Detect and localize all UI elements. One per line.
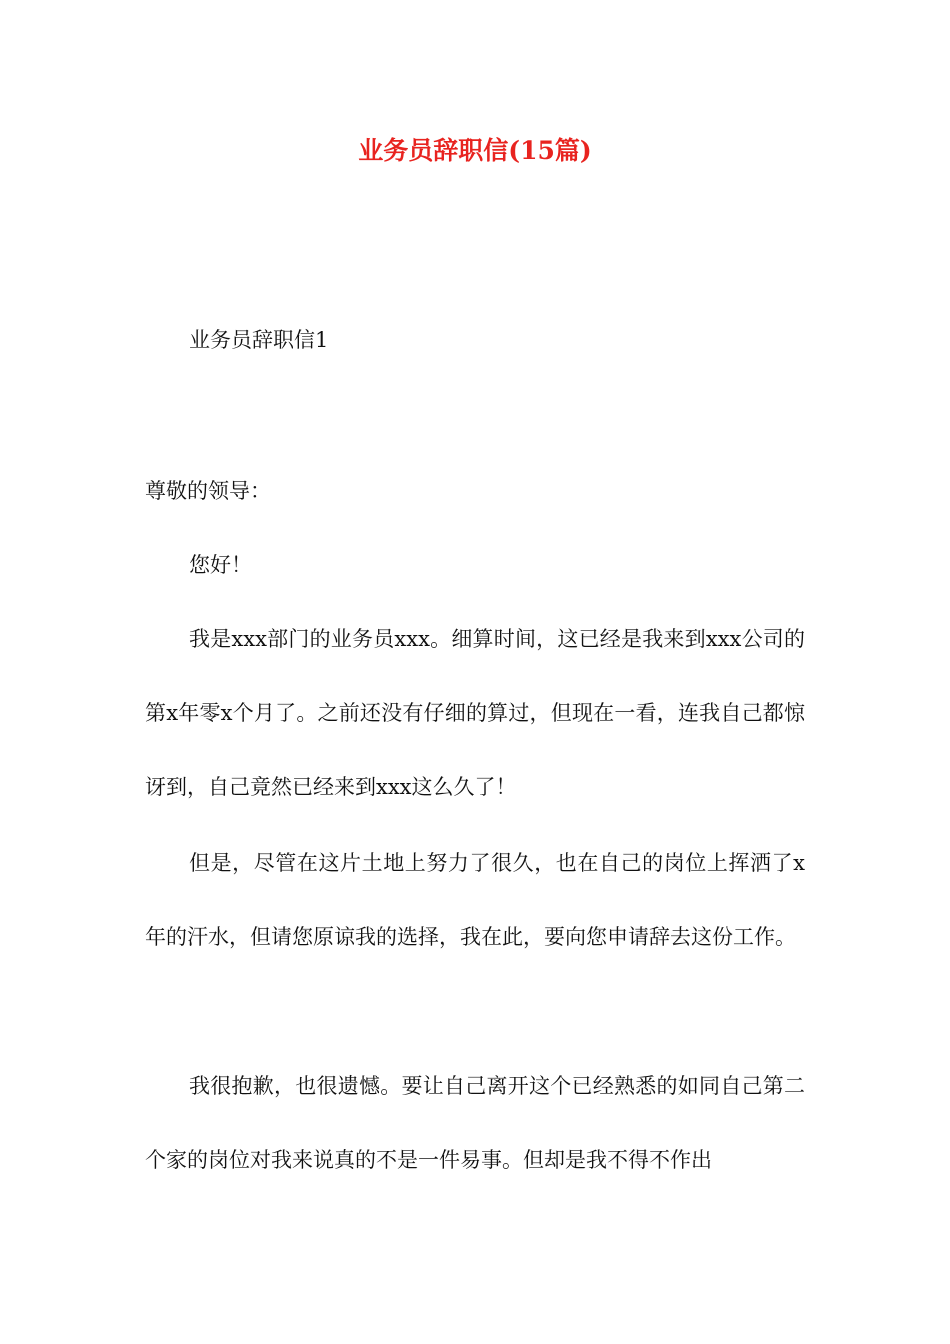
paragraph-greeting: 您好！ — [189, 553, 252, 577]
paragraph-body: 我是xxx部门的业务员xxx。细算时间，这已经是我来到xxx公司的第x年零x个月了。之前还没有仔细的算过，但现在一看，连我自己都惊讶到，自己竟然已经来到xxx这么久了！ — [145, 627, 805, 799]
paragraph-body: 我很抱歉，也很遗憾。要让自己离开这个已经熟悉的如同自己第二个家的岗位对我来说真的不是一件易事。但却是我不得不作出 — [145, 1074, 805, 1172]
paragraph-body: 但是，尽管在这片土地上努力了很久，也在自己的岗位上挥洒了x年的汗水，但请您原谅我的选择，我在此，要向您申请辞去这份工作。 — [145, 851, 805, 949]
salutation: 尊敬的领导： — [145, 479, 271, 503]
document-title: 业务员辞职信(15篇) — [358, 136, 592, 165]
section-heading: 业务员辞职信1 — [189, 328, 329, 352]
